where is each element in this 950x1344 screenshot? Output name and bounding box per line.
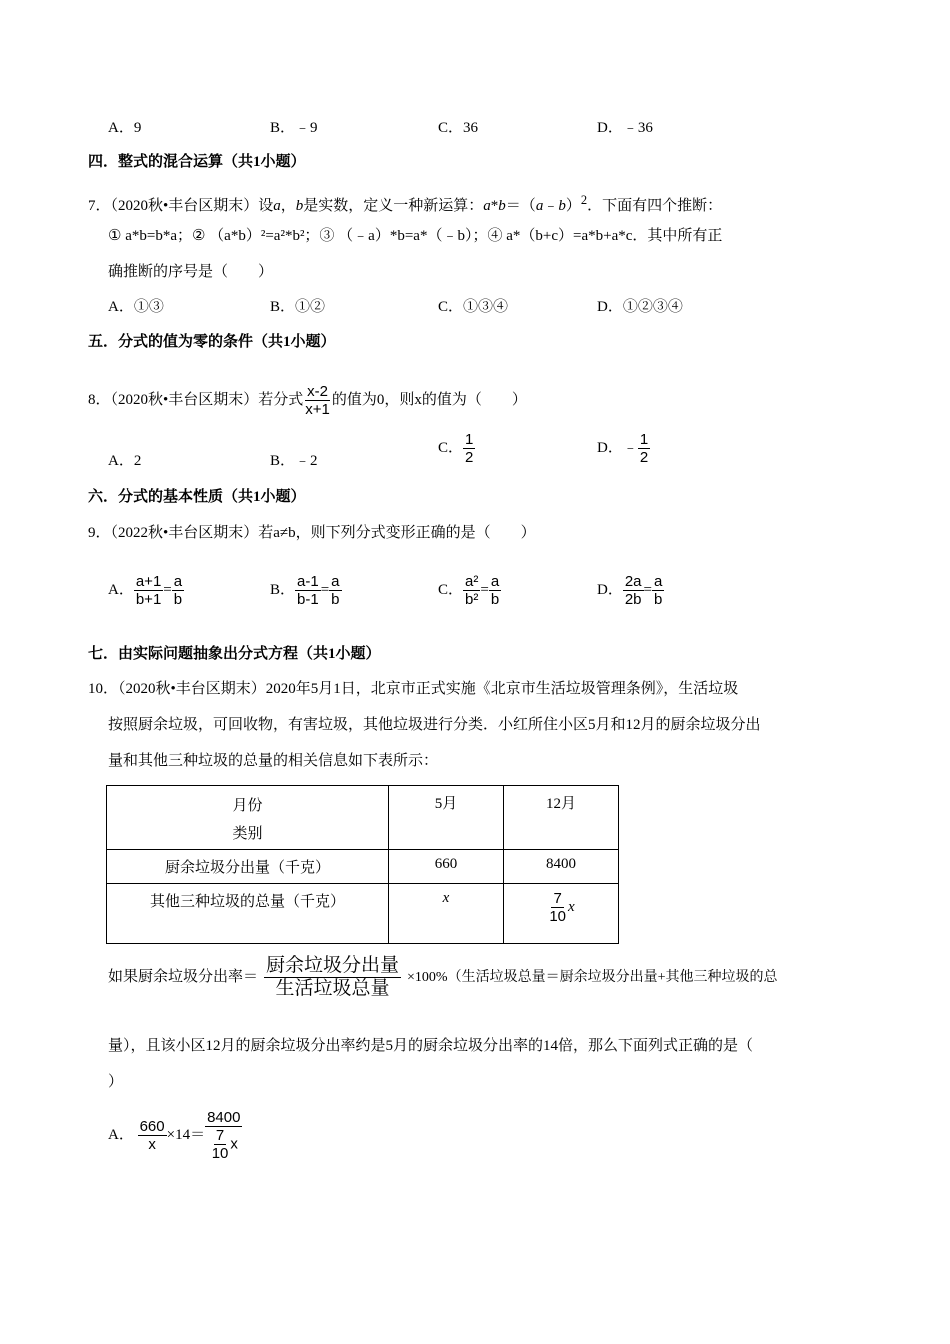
q9-option-d: D． $\frac{2a}{2b}$ = $\frac{a}{b}$ — [597, 573, 663, 609]
q8-stem: 8．（2020秋•丰台区期末）若分式 $\frac{x-2}{x+1}$ 的值为0，则x的值为（ ） — [88, 383, 527, 419]
q7-line2: ① a*b=b*a；② （a*b）²=a²*b²；③ （﹣a）*b=a*（﹣b）；④ a*（b+c）=a*b+a*c．其中所有正 — [108, 228, 723, 244]
q10-line2: 按照厨余垃圾，可回收物，有害垃圾，其他垃圾进行分类．小红所住小区5月和12月的厨余垃圾分出 — [108, 717, 761, 733]
q7-line3: 确推断的序号是（ ） — [108, 264, 274, 280]
q10-option-a: A． $\frac{660}{x}$ ×14＝ 8400 $\frac{7}{10}$ x — [108, 1109, 241, 1163]
q7-option-d: D．①②③④ — [597, 299, 683, 315]
section-7-heading: 七．由实际问题抽象出分式方程（共1小题） — [88, 646, 381, 662]
q9-option-c: C． $\frac{\text{a²}}{\text{b²}}$ = $\frac{a}{b}$ — [438, 573, 500, 609]
q9-option-b: B． $\frac{a-1}{b-1}$ = $\frac{a}{b}$ — [270, 573, 340, 609]
q7-option-a: A．①③ — [108, 299, 164, 315]
q9-stem: 9．（2022秋•丰台区期末）若a≠b，则下列分式变形正确的是（ ） — [88, 525, 536, 541]
section-4-heading: 四．整式的混合运算（共1小题） — [88, 154, 306, 170]
q8-option-c: C． $\frac{1}{2}$ — [438, 431, 474, 467]
q7-option-b: B．①② — [270, 299, 326, 315]
q8-option-b: B．﹣2 — [270, 453, 318, 469]
q9-option-a: A． $\frac{a+1}{b+1}$ = $\frac{a}{b}$ — [108, 573, 183, 609]
q10-rate-formula: 如果厨余垃圾分出率＝ 厨余垃圾分出量 生活垃圾总量 ×100%（生活垃圾总量＝厨余垃圾分出量+其他三种垃圾的总 — [108, 955, 778, 1000]
section-5-heading: 五．分式的值为零的条件（共1小题） — [88, 334, 336, 350]
q6-option-a: A．9 — [108, 120, 142, 136]
q8-fraction: $\frac{x-2}{x+1}$ — [305, 383, 330, 419]
q8-option-d: D．﹣ $\frac{1}{2}$ — [597, 431, 649, 467]
q6-option-c: C．36 — [438, 120, 479, 136]
q6-option-b: B．﹣9 — [270, 120, 318, 136]
q7-option-c: C．①③④ — [438, 299, 509, 315]
q10-line1: 10．（2020秋•丰台区期末）2020年5月1日，北京市正式实施《北京市生活垃圾管理条例》，生活垃圾 — [88, 681, 739, 697]
q6-option-d: D．﹣36 — [597, 120, 653, 136]
q8-option-a: A．2 — [108, 453, 142, 469]
data-table: 月份 类别 5月 12月 厨余垃圾分出量（千克） 660 8400 其他三种垃圾的总量（千克） x $\frac{7}{10}$ x — [106, 785, 619, 944]
q10-line5: 量），且该小区12月的厨余垃圾分出率约是5月的厨余垃圾分出率的14倍，那么下面列式正确的是（ — [108, 1038, 754, 1054]
section-6-heading: 六．分式的基本性质（共1小题） — [88, 489, 306, 505]
q10-line6: ） — [108, 1074, 124, 1090]
q7-line1: 7．（2020秋•丰台区期末）设a，b是实数，定义一种新运算：a*b＝（a﹣b）$^2$．下面有四个推断： — [88, 193, 723, 214]
q10-line3: 量和其他三种垃圾的总量的相关信息如下表所示： — [108, 753, 439, 769]
